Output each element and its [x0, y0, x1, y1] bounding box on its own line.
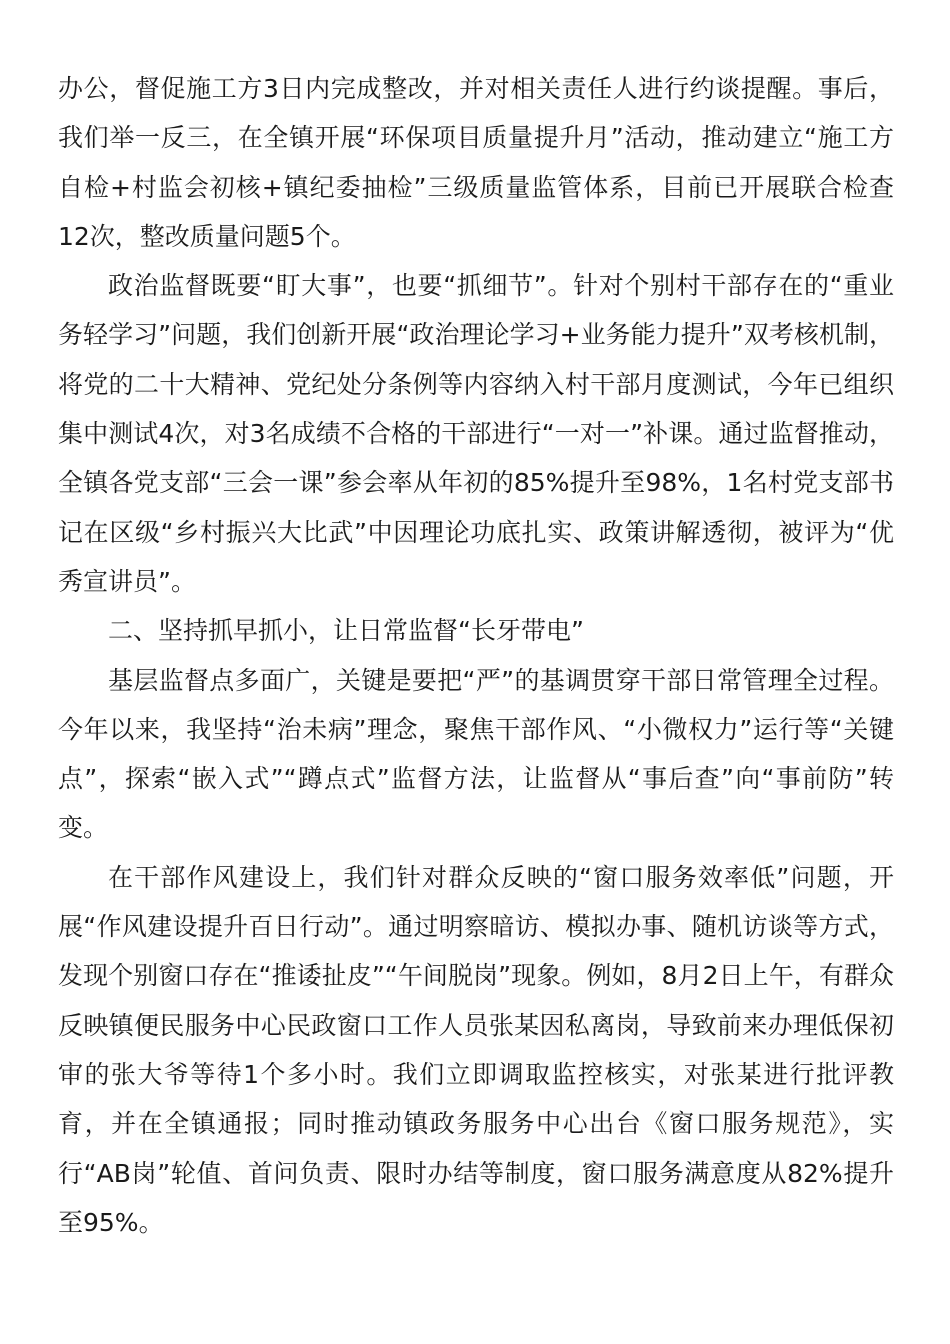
paragraph-grassroots-supervision: 基层监督点多面广，关键是要把“严”的基调贯穿干部日常管理全过程。今年以来，我坚持“治未病”理念，聚焦干部作风、“小微权力”运行等“关键点”，探索“嵌入式”“蹲点式”监督方法，让监督从“事后查”向“事前防”转变。 — [58, 665, 894, 843]
paragraph-continuation: 办公，督促施工方3日内完成整改，并对相关责任人进行约谈提醒。事后，我们举一反三，在全镇开展“环保项目质量提升月”活动，推动建立“施工方自检+村监会初核+镇纪委抽检”三级质量监管体系，目前已开展联合检查12次，整改质量问题5个。 — [58, 74, 894, 251]
document-body — [58, 64, 894, 1247]
section-heading-daily-supervision: 二、坚持抓早抓小，让日常监督“长牙带电” — [108, 616, 584, 646]
paragraph-political-supervision: 政治监督既要“盯大事”，也要“抓细节”。针对个别村干部存在的“重业务轻学习”问题，我们创新开展“政治理论学习+业务能力提升”双考核机制，将党的二十大精神、党纪处分条例等内容纳入村干部月度测试，今年已组织集中测试4次，对3名成绩不合格的干部进行“一对一”补课。通过监督推动，全镇各党支部“三会一课”参会率从年初的85%提升至98%，1名村党支部书记在区级“乡村振兴大比武”中因理论功底扎实、政策讲解透彻，被评为“优秀宣讲员”。 — [58, 271, 894, 596]
paragraph-work-style: 在干部作风建设上，我们针对群众反映的“窗口服务效率低”问题，开展“作风建设提升百日行动”。通过明察暗访、模拟办事、随机访谈等方式，发现个别窗口存在“推诿扯皮”“午间脱岗”现象。例如，8月2日上午，有群众反映镇便民服务中心民政窗口工作人员张某因私离岗，导致前来办理低保初审的张大爷等待1个多小时。我们立即调取监控核实，对张某进行批评教育，并在全镇通报；同时推动镇政务服务中心出台《窗口服务规范》，实行“AB岗”轮值、首问负责、限时办结等制度，窗口服务满意度从82%提升至95%。 — [58, 862, 894, 1237]
